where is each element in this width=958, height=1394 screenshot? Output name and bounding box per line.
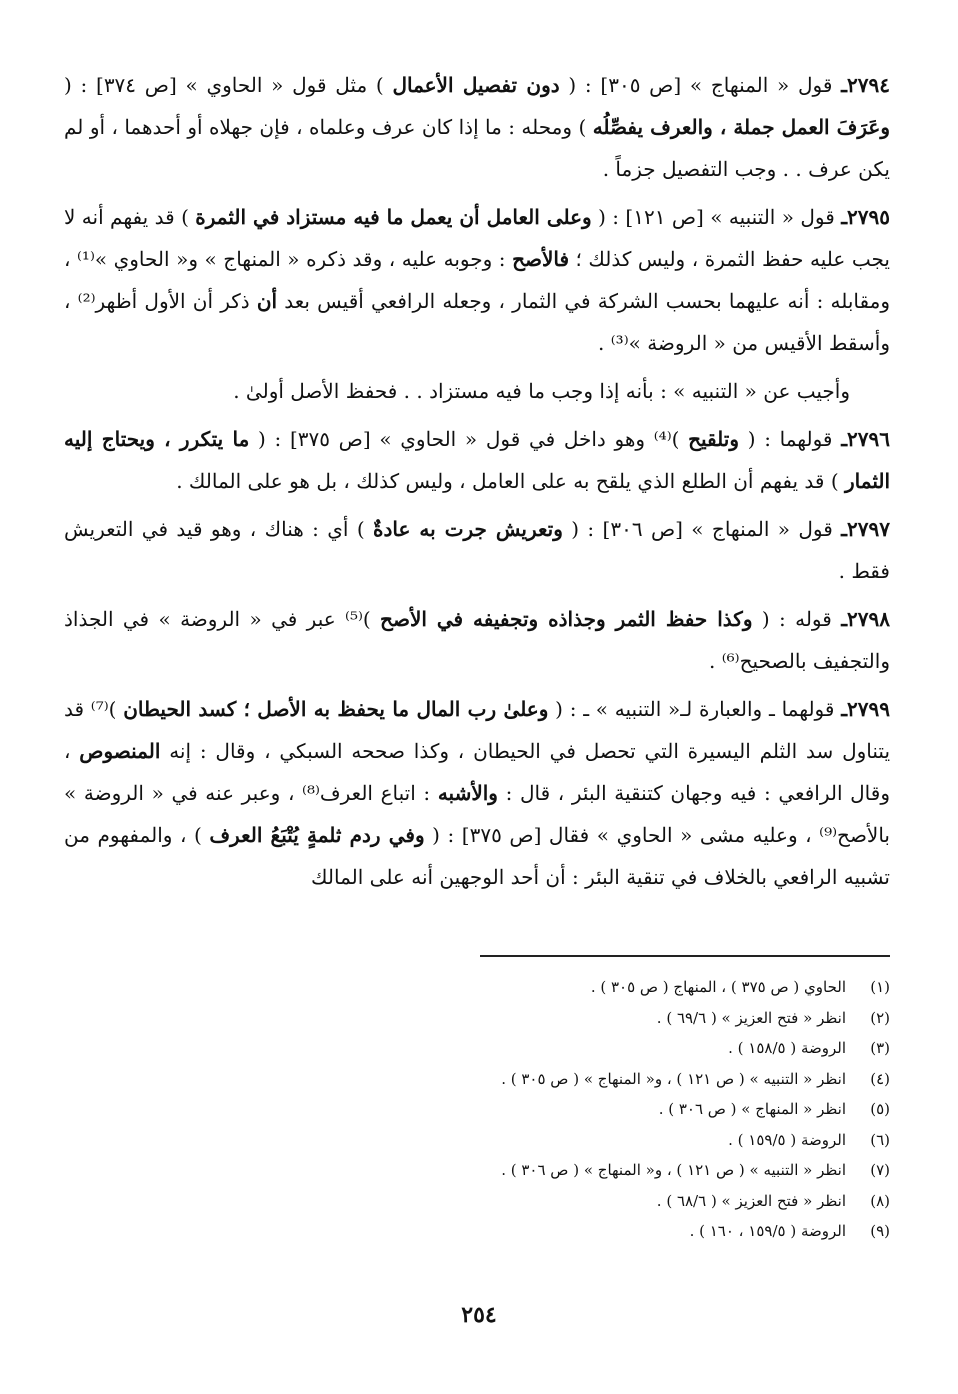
paragraph	[64, 598, 890, 682]
commentary-text: : اتباع العرف⁽⁸⁾ ، وعبر عنه في « الروضة » بالأصح⁽⁹⁾ ، وعليه مشى « الحاوي » فقال [ص ٣٧٥] : (	[64, 781, 890, 847]
footnote-item	[120, 972, 890, 1003]
quoted-text: وعَرَفَ العمل جملة ، والعرف يفصِّلُه	[592, 115, 890, 139]
commentary-text: قول « التنبيه » [ص ١٢١] : (	[591, 205, 842, 229]
quoted-text: أن	[256, 289, 278, 313]
quoted-text: وتعريش جرت به عادةٌ	[373, 517, 563, 541]
paragraph-number: ٢٧٩٧ـ	[841, 517, 890, 541]
footnote-number: (٤)	[870, 1069, 890, 1088]
quoted-text: وتلقيح	[688, 427, 740, 451]
footnote-text: انظر « فتح العزيز » ( ٦٨/٦ ) .	[656, 1191, 846, 1210]
commentary-text: ) ومحله : ما إذا كان عرف وعلماه ، فإن جهلاه أو أحدهما ، أو لم يكن عرف . . وجب التفصيل جزماً .	[64, 115, 890, 181]
footnote-number: (٢)	[870, 1008, 890, 1027]
commentary-text: ) قد يفهم أنه لا يجب عليه حفظ الثمرة ، وليس كذلك ؛	[64, 205, 890, 271]
paragraph	[64, 370, 890, 412]
commentary-text: وأجيب عن « التنبيه » : بأنه إذا وجب ما فيه مستزاد . . فحفظ الأصل أولىٰ .	[233, 379, 850, 403]
commentary-text: )⁽⁵⁾ عبر في « الروضة » في الجذاذ والتجفيف بالصحيح⁽⁶⁾ .	[64, 607, 890, 673]
paragraph-number: ٢٧٩٨ـ	[841, 607, 891, 631]
quoted-text: وعلىٰ رب المال ما يحفظ به الأصل ؛ كسد الحيطان	[123, 697, 549, 721]
footnote-text: انظر « التنبيه » ( ص ١٢١ ) ، و« المنهاج » ( ص ٣٠٥ ) .	[501, 1069, 846, 1088]
paragraph	[64, 64, 890, 190]
footnote-number: (٥)	[870, 1100, 890, 1118]
commentary-text: )⁽⁷⁾ قد يتناول سد الثلم اليسيرة التي تحصل في الحيطان ، وكذا صححه السبكي ، وقال : إنه	[64, 697, 891, 763]
footnote-item	[120, 1186, 890, 1217]
commentary-text: قولهما : (	[739, 427, 842, 451]
footnote-number: (٨)	[870, 1191, 890, 1210]
main-text-body	[64, 64, 890, 904]
footnote-number: (٦)	[870, 1130, 890, 1149]
footnote-item	[120, 1033, 890, 1064]
paragraph	[64, 418, 890, 502]
paragraph-number: ٢٧٩٩ـ	[841, 697, 891, 721]
footnote-text: انظر « المنهاج » ( ص ٣٠٦ ) .	[658, 1100, 846, 1118]
footnote-number: (٩)	[870, 1222, 890, 1240]
footnote-text: الحاوي ( ص ٣٧٥ ) ، المنهاج ( ص ٣٠٥ ) .	[590, 978, 846, 996]
quoted-text: والأشبه	[437, 781, 498, 805]
quoted-text: وفي ردم ثلمةٍ يُتْبَعُ العرف	[209, 823, 425, 847]
footnote-number: (٧)	[870, 1161, 890, 1179]
commentary-text: )⁽⁴⁾ وهو داخل في قول « الحاوي » [ص ٣٧٥] : (	[249, 427, 689, 451]
paragraph-number: ٢٧٩٤ـ	[841, 73, 890, 97]
commentary-text: ، وقال الرافعي : فيه وجهان كتنقية البئر ، قال :	[64, 739, 890, 805]
quoted-text: ما يتكرر ، ويحتاج إليه الثمار	[64, 427, 890, 493]
commentary-text: ) أي : هناك ، وهو قيد في التعريش فقط .	[64, 517, 890, 583]
footnote-text: الروضة ( ١٥٩/٥ ، ١٦٠ ) .	[689, 1222, 846, 1240]
paragraph	[64, 196, 890, 364]
footnote-text: انظر « فتح العزيز » ( ٦٩/٦ ) .	[656, 1008, 846, 1027]
footnote-text: انظر « التنبيه » ( ص ١٢١ ) ، و« المنهاج » ( ص ٣٠٦ ) .	[501, 1161, 846, 1179]
commentary-text: قولهما ـ والعبارة لـ« التنبيه » ـ : (	[548, 697, 842, 721]
paragraph-number: ٢٧٩٥ـ	[841, 205, 891, 229]
footnote-item	[120, 1125, 890, 1156]
commentary-text: ) قد يفهم أن الطلع الذي يلقح به على العامل ، وليس كذلك ، بل هو على المالك .	[176, 469, 845, 493]
quoted-text: وعلى العامل أن يعمل ما فيه مستزاد في الثمرة	[195, 205, 592, 229]
footnote-separator	[480, 955, 890, 957]
footnote-item	[120, 1216, 890, 1247]
page-number: ٢٥٤	[461, 1302, 497, 1328]
commentary-text: ) مثل قول « الحاوي » [ص ٣٧٤] : (	[64, 73, 393, 97]
commentary-text: قول « المنهاج » [ص ٣٠٥] : (	[559, 73, 842, 97]
footnote-item	[120, 1155, 890, 1186]
quoted-text: دون تفصيل الأعمال	[392, 73, 560, 97]
commentary-text: ذكر أن الأول أظهر⁽²⁾ ، وأسقط الأقيس من « الروضة »⁽³⁾ .	[64, 289, 890, 355]
footnote-item	[120, 1003, 890, 1034]
commentary-text: ) ، والمفهوم من تشبيه الرافعي بالخلاف في تنقية البئر : أن أحد الوجهين أنه على المالك	[64, 823, 890, 889]
commentary-text: قوله : (	[752, 607, 842, 631]
footnote-number: (١)	[870, 978, 890, 996]
footnote-item	[120, 1064, 890, 1095]
footnotes	[120, 972, 890, 1247]
footnote-text: الروضة ( ١٥٨/٥ ) .	[728, 1039, 846, 1057]
footnote-item	[120, 1094, 890, 1125]
footnote-number: (٣)	[870, 1039, 890, 1057]
paragraph	[64, 508, 890, 592]
commentary-text: : وجوبه عليه ، وقد ذكره « المنهاج » و« الحاوي »⁽¹⁾ ، ومقابله : أنه عليهما بحسب الشركة في الثمار ، وجعله الرافعي أقيس بعد	[64, 247, 890, 313]
quoted-text: وكذا حفظ الثمر وجذاذه وتجفيفه في الأصح	[380, 607, 753, 631]
paragraph	[64, 688, 890, 898]
footnote-text: الروضة ( ١٥٩/٥ ) .	[728, 1130, 846, 1149]
quoted-text: المنصوص	[79, 739, 161, 763]
quoted-text: فالأصح	[512, 247, 570, 271]
commentary-text: قول « المنهاج » [ص ٣٠٦] : (	[562, 517, 842, 541]
paragraph-number: ٢٧٩٦ـ	[841, 427, 891, 451]
